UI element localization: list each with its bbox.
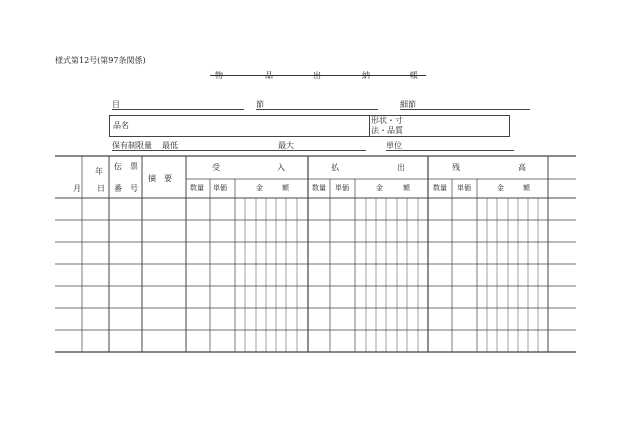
zan-char-2: 高 [518, 163, 526, 172]
harai-char-1: 払 [331, 163, 339, 172]
denpyo-label-bottom: 番 号 [114, 184, 138, 193]
denpyo-label-top: 伝 票 [114, 162, 138, 171]
zan-suryo: 数量 [433, 184, 447, 192]
day-label: 日 [97, 184, 105, 193]
zan-kingaku-1: 金 [497, 184, 504, 192]
title-char: 納 [362, 71, 370, 80]
zan-kingaku-2: 額 [523, 184, 530, 192]
title-char: 帳 [410, 71, 418, 80]
keijo-label-1: 形状・寸 [371, 116, 403, 125]
title-char: 出 [313, 71, 321, 80]
saisetsu-label: 細節 [400, 100, 416, 109]
harai-char-2: 出 [397, 163, 405, 172]
ukeire-kingaku-2: 額 [282, 184, 289, 192]
setsu-label: 節 [256, 100, 264, 109]
form-number: 様式第12号(第97条関係) [55, 56, 146, 65]
hinmei-label: 品名 [113, 121, 129, 130]
min-label: 最低 [162, 141, 178, 150]
hoyu-label: 保有制限量 [112, 141, 152, 150]
moku-label: 目 [112, 100, 120, 109]
title-char: 物 [215, 71, 223, 80]
ukeire-suryo: 数量 [190, 184, 204, 192]
harai-suryo: 数量 [312, 184, 326, 192]
ukeire-tanka: 単価 [213, 184, 227, 192]
max-label: 最大 [278, 141, 294, 150]
title-char: 品 [265, 71, 273, 80]
zan-char-1: 残 [452, 163, 460, 172]
harai-tanka: 単価 [335, 184, 349, 192]
ukeire-char-1: 受 [212, 163, 220, 172]
year-label: 年 [95, 167, 103, 176]
ukeire-char-2: 入 [277, 163, 285, 172]
ukeire-kingaku-1: 金 [256, 184, 263, 192]
month-label: 月 [73, 184, 81, 193]
zan-tanka: 単価 [457, 184, 471, 192]
harai-kingaku-2: 額 [403, 184, 410, 192]
unit-label: 単位 [386, 141, 402, 150]
keijo-label-2: 法・品質 [371, 126, 403, 135]
tekiyo-label: 摘 要 [148, 174, 172, 183]
harai-kingaku-1: 金 [376, 184, 383, 192]
